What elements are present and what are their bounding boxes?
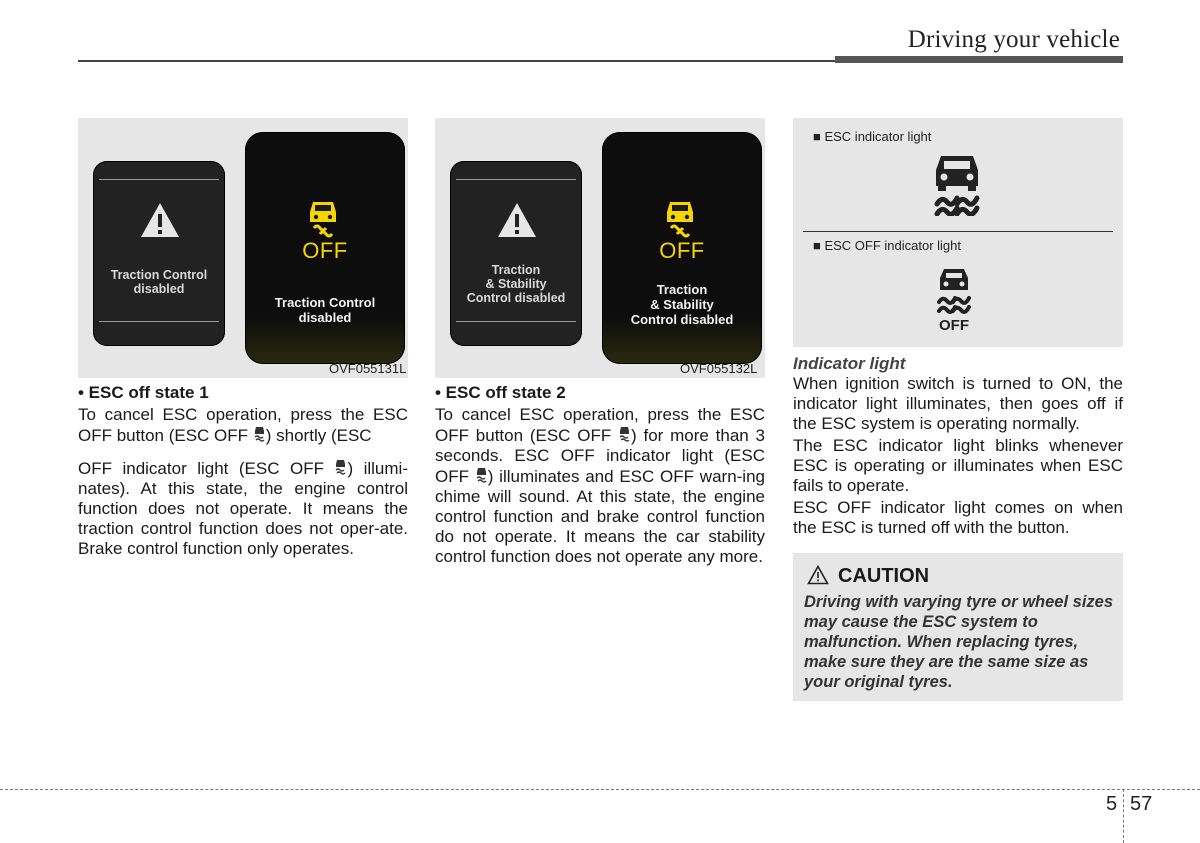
esc-off-indicator-icon xyxy=(936,266,972,316)
figure-1-code: OVF055131L xyxy=(329,361,407,376)
cluster-display-left xyxy=(93,161,225,346)
caution-title: CAUTION xyxy=(838,565,930,587)
esc-off-yellow-icon xyxy=(664,198,696,238)
column-3 xyxy=(793,354,1123,538)
indicator-light-heading: Indicator light xyxy=(793,354,906,373)
figure-2-code: OVF055132L xyxy=(680,361,758,376)
text-span: ) shortly (ESC xyxy=(265,426,372,445)
figure-2 xyxy=(435,118,765,378)
text-span: ) for more than 3 seconds. ESC OFF indicator light (ESC OFF xyxy=(435,426,765,486)
paragraph: The ESC indicator light blinks whenever ESC is operating or illuminates when ESC fails to operate. xyxy=(793,436,1123,495)
cluster-off-label: OFF xyxy=(302,238,348,263)
section-heading: • ESC off state 1 xyxy=(78,383,209,402)
text-span: To cancel ESC operation, press the ESC OFF button (ESC OFF xyxy=(435,405,765,445)
figure-1 xyxy=(78,118,408,378)
cluster-right-message: Traction Control disabled xyxy=(274,295,376,325)
column-2 xyxy=(435,383,765,567)
cluster-left-message: Traction Control disabled xyxy=(110,268,208,296)
cluster-display-right xyxy=(245,132,405,364)
paragraph xyxy=(435,405,765,567)
footer-rule xyxy=(0,789,1200,790)
page-header-title: Driving your vehicle xyxy=(907,26,1120,53)
indicator-divider xyxy=(803,231,1113,232)
caution-box xyxy=(793,553,1123,701)
header-rule xyxy=(78,60,835,62)
esc-off-small-icon xyxy=(475,466,488,486)
page-number: 57 xyxy=(1130,793,1153,815)
indicator-legend-box xyxy=(793,118,1123,347)
cluster-right-message: Traction & Stability Control disabled xyxy=(630,282,734,327)
esc-off-indicator-label: ■ ESC OFF indicator light xyxy=(813,238,962,253)
esc-indicator-icon xyxy=(931,152,983,216)
esc-off-small-icon xyxy=(334,458,347,478)
esc-off-icon-text: OFF xyxy=(939,317,969,334)
text-span: To cancel ESC operation, press the ESC OFF button (ESC OFF xyxy=(78,405,408,445)
cluster-display-right xyxy=(602,132,762,364)
header-bar xyxy=(835,56,1123,63)
text-span: OFF indicator light (ESC OFF xyxy=(78,459,335,478)
esc-off-small-icon xyxy=(253,425,266,445)
paragraph: ESC OFF indicator light comes on when the ESC is turned off with the button. xyxy=(793,498,1123,537)
caution-text: Driving with varying tyre or wheel sizes may cause the ESC system to malfunction. When replacing tyres, make sure they are the same size as your original tyres. xyxy=(804,593,1114,691)
caution-triangle-icon xyxy=(807,565,829,585)
text-span: ) illuminates and ESC OFF warn-ing chime will sound. At this state, the engine control function and brake control function do not operate. It means the car stability control function does not operate any more. xyxy=(435,467,765,566)
esc-indicator-label: ■ ESC indicator light xyxy=(813,129,932,144)
esc-off-small-icon xyxy=(618,425,631,445)
cluster-display-left xyxy=(450,161,582,346)
paragraph xyxy=(78,458,408,559)
cluster-left-message: Traction & Stability Control disabled xyxy=(466,263,566,305)
paragraph xyxy=(78,405,408,446)
warning-triangle-icon xyxy=(139,201,181,239)
footer-divider xyxy=(1123,789,1124,843)
paragraph: When ignition switch is turned to ON, the indicator light illuminates, then goes off if the ESC system is operating normally. xyxy=(793,374,1123,433)
cluster-off-label: OFF xyxy=(659,238,705,263)
text-span: ) illumi-nates). At this state, the engine control function does not operate. It means the traction control function does not oper-ate. Brake control function only operates. xyxy=(78,459,408,558)
warning-triangle-icon xyxy=(496,201,538,239)
section-heading: • ESC off state 2 xyxy=(435,383,566,402)
esc-off-yellow-icon xyxy=(307,198,339,238)
chapter-number: 5 xyxy=(1106,793,1118,815)
column-1 xyxy=(78,383,408,559)
